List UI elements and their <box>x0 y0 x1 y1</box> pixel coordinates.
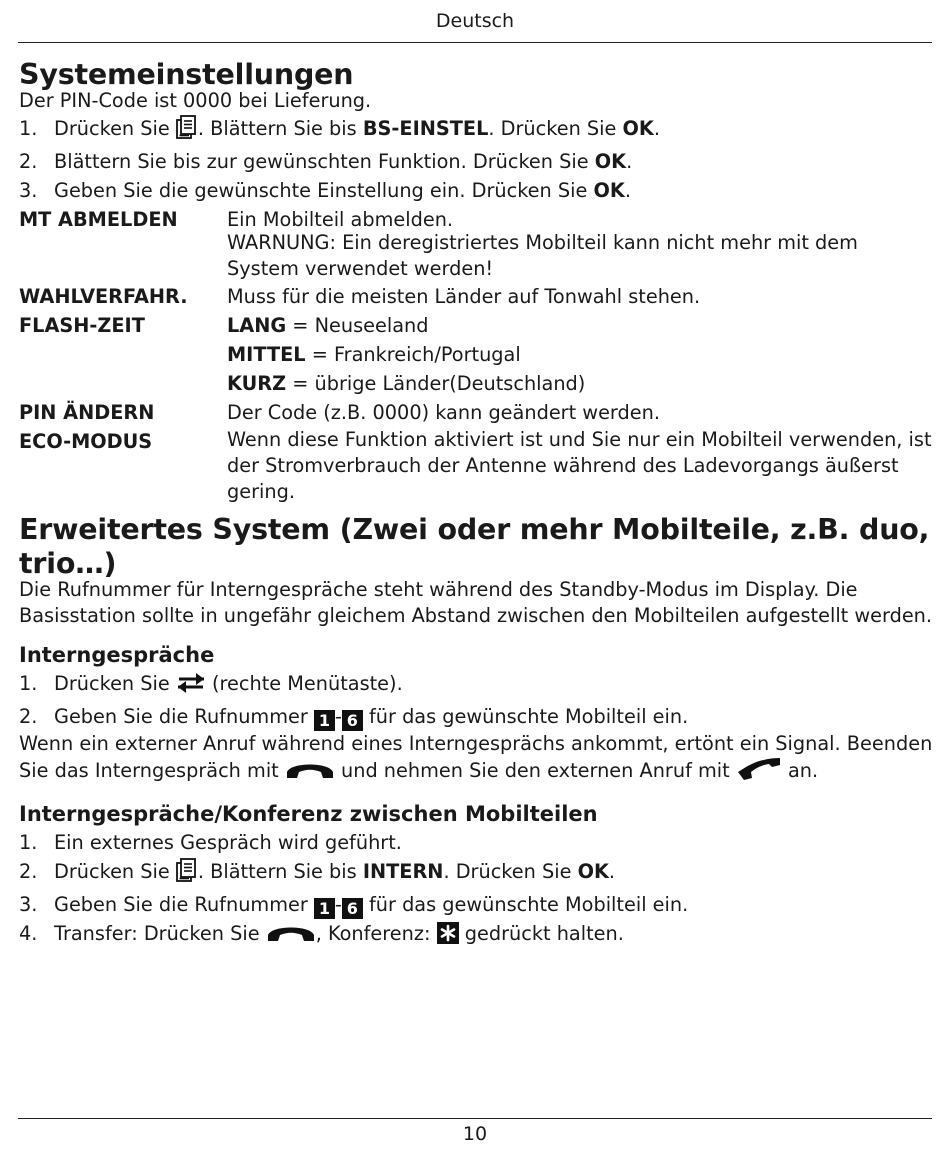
key-6: 6 <box>342 710 363 731</box>
list-item: 1. Drücken Sie . Blättern Sie bis BS-EINSTEL. Drücken Sie OK. <box>19 114 933 147</box>
konferenz-steps <box>19 828 933 952</box>
list-item: 3. Geben Sie die Rufnummer 1 - 6 für das gewünschte Mobilteil ein. <box>19 893 689 918</box>
menu-icon <box>176 858 198 890</box>
page-header <box>18 0 932 43</box>
key-1: 1 <box>314 898 335 919</box>
flash-option: KURZ = übrige Länder(Deutschland) <box>227 372 586 395</box>
external-call-note: Wenn ein externer Anruf während eines Interngesprächs ankommt, ertönt ein Signal. Beenden Sie das Interngespräch mit und nehmen Sie den externen Anruf mit an. <box>19 731 933 788</box>
section-title-erweitertes-system: Erweitertes System (Zwei oder mehr Mobilteile, z.B. duo, trio…) <box>19 513 930 580</box>
key-1: 1 <box>314 710 335 731</box>
extended-system-intro: Die Rufnummer für Interngespräche steht während des Standby-Modus im Display. Die Basisstation sollte in ungefähr gleichem Abstand zwischen den Mobilteilen aufgestellt werden. <box>19 578 933 627</box>
setting-pin-aendern: PIN ÄNDERN Der Code (z.B. 0000) kann geändert werden. <box>19 401 660 424</box>
list-item: 1. Drücken Sie (rechte Menütaste). <box>19 669 933 702</box>
hang-up-icon <box>266 923 316 952</box>
subsection-title-interngespraeche: Interngespräche <box>19 643 215 667</box>
star-key-icon <box>437 922 459 944</box>
talk-icon <box>736 757 782 788</box>
intern-steps <box>19 669 933 731</box>
menu-icon <box>176 115 198 147</box>
page-footer <box>18 1118 932 1145</box>
list-item: 4. Transfer: Drücken Sie , Konferenz: gedrückt halten. <box>19 919 933 952</box>
system-steps <box>19 114 933 205</box>
page-number: 10 <box>462 1123 488 1145</box>
settings-table <box>19 205 933 505</box>
setting-wahlverfahr: WAHLVERFAHR. Muss für die meisten Länder auf Tonwahl stehen. <box>19 285 701 308</box>
list-item: 2. Drücken Sie . Blättern Sie bis INTERN. Drücken Sie OK. <box>19 857 933 890</box>
hang-up-icon <box>285 761 335 788</box>
list-item: 2. Geben Sie die Rufnummer 1 - 6 für das gewünschte Mobilteil ein. <box>19 705 689 730</box>
list-item: 3. Geben Sie die gewünschte Einstellung ein. Drücken Sie OK. <box>19 179 631 202</box>
section-title-systemeinstellungen: Systemeinstellungen <box>19 58 354 91</box>
subsection-title-konferenz: Interngespräche/Konferenz zwischen Mobilteilen <box>19 802 598 826</box>
page-content <box>19 58 933 952</box>
list-item: 1. Ein externes Gespräch wird geführt. <box>19 831 402 854</box>
flash-option: LANG = Neuseeland <box>227 314 429 337</box>
setting-flash-zeit: FLASH-ZEIT LANG = Neuseeland MITTEL = Frankreich/Portugal KURZ = übrige Länder(Deutschland) <box>19 311 933 398</box>
header-language: Deutsch <box>435 10 515 32</box>
setting-eco-modus: ECO-MODUS Wenn diese Funktion aktiviert ist und Sie nur ein Mobilteil verwenden, ist der Stromverbrauch der Antenne während des Ladevorgangs äußerst gering. <box>19 428 932 503</box>
pin-intro: Der PIN-Code ist 0000 bei Lieferung. <box>19 89 372 112</box>
key-6: 6 <box>342 898 363 919</box>
flash-option: MITTEL = Frankreich/Portugal <box>227 343 521 366</box>
setting-mt-abmelden: MT ABMELDEN Ein Mobilteil abmelden. WARNUNG: Ein deregistriertes Mobilteil kann nicht mehr mit dem System verwendet werden! <box>19 208 858 280</box>
intercom-arrows-icon <box>176 672 206 702</box>
list-item: 2. Blättern Sie bis zur gewünschten Funktion. Drücken Sie OK. <box>19 150 633 173</box>
